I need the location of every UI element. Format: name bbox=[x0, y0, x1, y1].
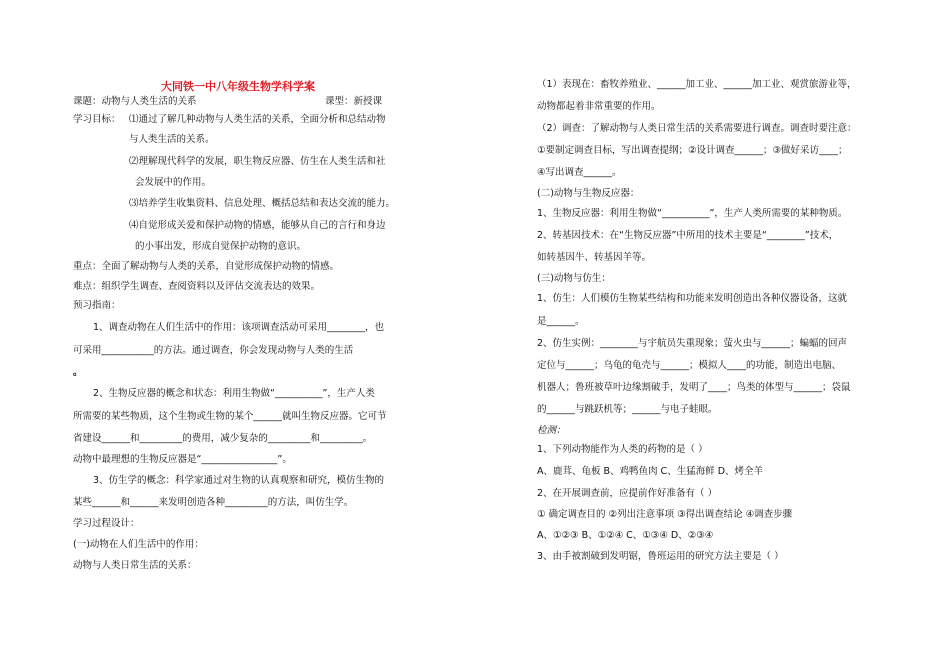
preview-3-line-1: 3、仿生学的概念：科学家通过对生物的认真观察和研究，模仿生物的 bbox=[93, 475, 385, 486]
s3-line-6: 的______与跳跃机等；______与电子蛙眼。 bbox=[537, 404, 718, 415]
preview-2-line-1: 2、生物反应器的概念和状态：利用生物做“__________”，生产人类 bbox=[93, 388, 375, 399]
section-2-heading: (二)动物与生物反应器： bbox=[537, 188, 640, 199]
page-title: 大同铁一中八年级生物学科学案 bbox=[161, 80, 315, 93]
difficulty: 难点：组织学生调查、查阅资料以及评估交流表达的效果。 bbox=[73, 281, 321, 292]
question-2: 2、在开展调查前，应提前作好准备有（ ） bbox=[537, 488, 718, 499]
r-item-1-line-1: （1）表现在：畜牧养殖业、______加工业、______加工业、观赏旅游业等， bbox=[537, 79, 857, 90]
goals-label: 学习目标： bbox=[73, 114, 121, 125]
r-item-2-line-2: ①要制定调查目标，写出调查提纲；②设计调查______；③做好采访____； bbox=[537, 145, 848, 156]
lesson-type: 课型：新授课 bbox=[325, 96, 383, 107]
design-label: 学习过程设计： bbox=[73, 518, 140, 529]
question-2-options: A、①②③ B、①②④ C、①③④ D、②③④ bbox=[537, 530, 714, 541]
section-3-heading: (三)动物与仿生： bbox=[537, 273, 611, 284]
preview-2-line-3: 省建设______和_________的费用，减少复杂的_________和_________。 bbox=[73, 433, 373, 444]
preview-1-line-3: 。 bbox=[73, 367, 83, 378]
preview-2-line-2: 所需要的某些物质，这个生物或生物的某个______就叫生物反应器。它可节 bbox=[73, 411, 387, 422]
s3-line-4: 定位与______；乌龟的龟壳与______；模拟人____的功能，制造出电脑、 bbox=[537, 360, 842, 371]
s2-line-3: 如转基因牛、转基因羊等。 bbox=[537, 252, 652, 263]
s3-line-3: 2、仿生实例：________与宇航员失重现象；萤火虫与______；蝙蝠的回声 bbox=[537, 338, 848, 349]
lesson-topic: 课题：动物与人类生活的关系 bbox=[73, 96, 197, 107]
key-point: 重点：全面了解动物与人类的关系，自觉形成保护动物的情感。 bbox=[73, 261, 340, 272]
r-item-2-line-3: ④写出调查______。 bbox=[537, 167, 622, 178]
preview-1-line-1: 1、调查动物在人们生活中的作用：该项调查活动可采用________，也 bbox=[93, 322, 385, 333]
preview-3-line-2: 某些______和______来发明创造各种_________的方法，叫仿生学。 bbox=[73, 497, 354, 508]
preview-2-line-4: 动物中最理想的生物反应器是“________________”。 bbox=[73, 454, 292, 465]
question-1-options: A、鹿茸、龟板 B、鸡鸭鱼肉 C、生猛海鲜 D、烤全羊 bbox=[537, 466, 764, 477]
goal-1-line-1: ⑴通过了解几种动物与人类生活的关系，全面分析和总结动物 bbox=[129, 114, 386, 125]
question-3: 3、由手被割破到发明锯，鲁班运用的研究方法主要是（ ） bbox=[537, 551, 784, 562]
s3-line-5: 机器人；鲁班被草叶边缘割破手，发明了____；鸟类的体型与______；袋鼠 bbox=[537, 382, 851, 393]
question-2-items: ① 确定调查目的 ②列出注意事项 ③得出调查结论 ④调查步骤 bbox=[537, 509, 793, 520]
r-item-1-line-2: 动物都起着非常重要的作用。 bbox=[537, 101, 661, 112]
goal-2-line-1: ⑵理解现代科学的发展，职生物反应器、仿生在人类生活和社 bbox=[129, 156, 386, 167]
s3-line-1: 1、仿生：人们模仿生物某些结构和功能来发明创造出各种仪器设备，这就 bbox=[537, 293, 848, 304]
section-1-subheading: 动物与人类日常生活的关系： bbox=[73, 560, 197, 571]
section-1-heading: (一)动物在人们生活中的作用： bbox=[73, 539, 204, 550]
preview-label: 预习指南： bbox=[73, 300, 121, 311]
goal-1-line-2: 与人类生活的关系。 bbox=[129, 134, 215, 145]
question-1: 1、下列动物能作为人类的药物的是（ ） bbox=[537, 444, 708, 455]
s2-line-1: 1、生物反应器：利用生物做“__________”，生产人类所需要的某种物质。 bbox=[537, 208, 848, 219]
preview-1-line-2: 可采用___________的方法。通过调查，你会发现动物与人类的生活 bbox=[73, 345, 354, 356]
s3-line-2: 是______。 bbox=[537, 316, 585, 327]
goal-3: ⑶培养学生收集资料、信息处理、概括总结和表达交流的能力。 bbox=[129, 198, 396, 209]
check-label: 检测： bbox=[537, 425, 566, 436]
r-item-2-line-1: （2）调查：了解动物与人类日常生活的关系需要进行调查。调查时要注意： bbox=[537, 123, 857, 134]
s2-line-2: 2、转基因技术：在“生物反应器”中所用的技术主要是“________”技术， bbox=[537, 230, 839, 241]
goal-4-line-1: ⑷自觉形成关爱和保护动物的情感，能够从自己的言行和身边 bbox=[129, 220, 386, 231]
goal-2-line-2: 会发展中的作用。 bbox=[135, 177, 212, 188]
goal-4-line-2: 的小事出发，形成自觉保护动物的意识。 bbox=[135, 241, 307, 252]
